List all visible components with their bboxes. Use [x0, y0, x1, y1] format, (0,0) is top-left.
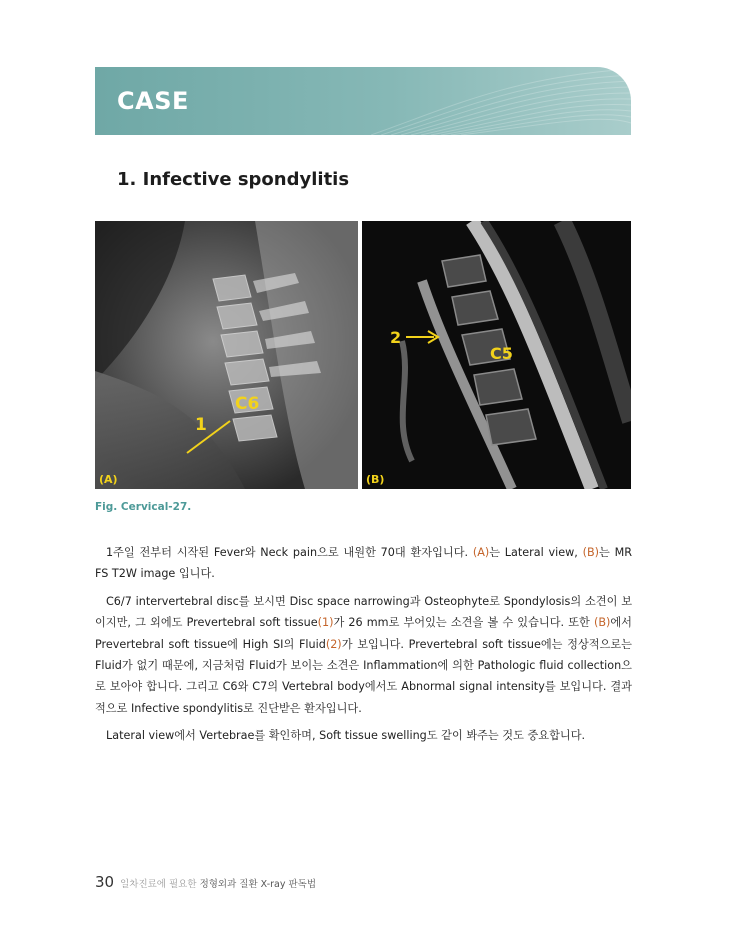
paragraph-1	[95, 542, 632, 585]
book-title-light: 일차진료에 필요한	[120, 879, 200, 890]
text-span: 가 26 mm로 부어있는 소견을 볼 수 있습니다. 또한	[333, 616, 594, 630]
banner-title: CASE	[117, 87, 189, 115]
panel-a-label: (A)	[99, 473, 118, 486]
mri-image	[362, 221, 631, 489]
page-footer	[95, 872, 316, 891]
label-1: 1	[195, 415, 207, 435]
text-span: 가 보입니다. Prevertebral soft tissue에는 정상적으로는 Fluid가 없기 때문에, 지금처럼 Fluid가 보이는 소견은 Inflammation에 의한 Pathologic fluid collection으로 보아야 합니다. 그리고 C6와 C7의 Vertebral body에서도 Abnormal signal intensity를 보입니다. 결과적으로 Infective spondylitis로 진단받은 환자입니다.	[95, 637, 632, 715]
label-c6: C6	[235, 394, 260, 414]
mri-t2w-image	[362, 221, 631, 489]
text-span: 에서 Prevertebral soft tissue에 High SI의 Fluid	[95, 616, 632, 651]
text-span: 는 Lateral view,	[489, 546, 583, 559]
ref-b: (B)	[582, 546, 599, 559]
text-span: 는 MR FS T2W image 입니다.	[95, 546, 633, 581]
label-c5: C5	[490, 344, 513, 363]
figure-caption: Fig. Cervical-27.	[95, 501, 192, 513]
paragraph-2	[95, 591, 632, 719]
page-number: 30	[95, 873, 115, 891]
label-2: 2	[390, 328, 402, 347]
ref-1: (1)	[317, 616, 334, 630]
ref-a: (A)	[472, 546, 490, 559]
text-span: C6/7 intervertebral disc를 보시면 Disc space narrowing과 Osteophyte로 Spondylosis의 소견이 보이지만, 그 외에도 Prevertebral soft tissue	[95, 594, 632, 630]
banner-wave-pattern	[371, 67, 631, 135]
ref-2: (2)	[325, 637, 342, 651]
book-title-bold: 정형외과 질환 X-ray 판독법	[199, 879, 317, 890]
panel-b-label: (B)	[366, 473, 385, 486]
xray-image	[95, 221, 358, 489]
case-banner	[95, 67, 631, 135]
body-text	[95, 542, 632, 753]
paragraph-3: Lateral view에서 Vertebrae를 확인하며, Soft tissue swelling도 같이 봐주는 것도 중요합니다.	[106, 729, 586, 743]
text-span: 1주일 전부터 시작된 Fever와 Neck pain으로 내원한 70대 환자입니다.	[106, 546, 473, 559]
section-title: 1. Infective spondylitis	[117, 169, 350, 190]
xray-lateral-view	[95, 221, 358, 489]
ref-b: (B)	[593, 616, 611, 630]
